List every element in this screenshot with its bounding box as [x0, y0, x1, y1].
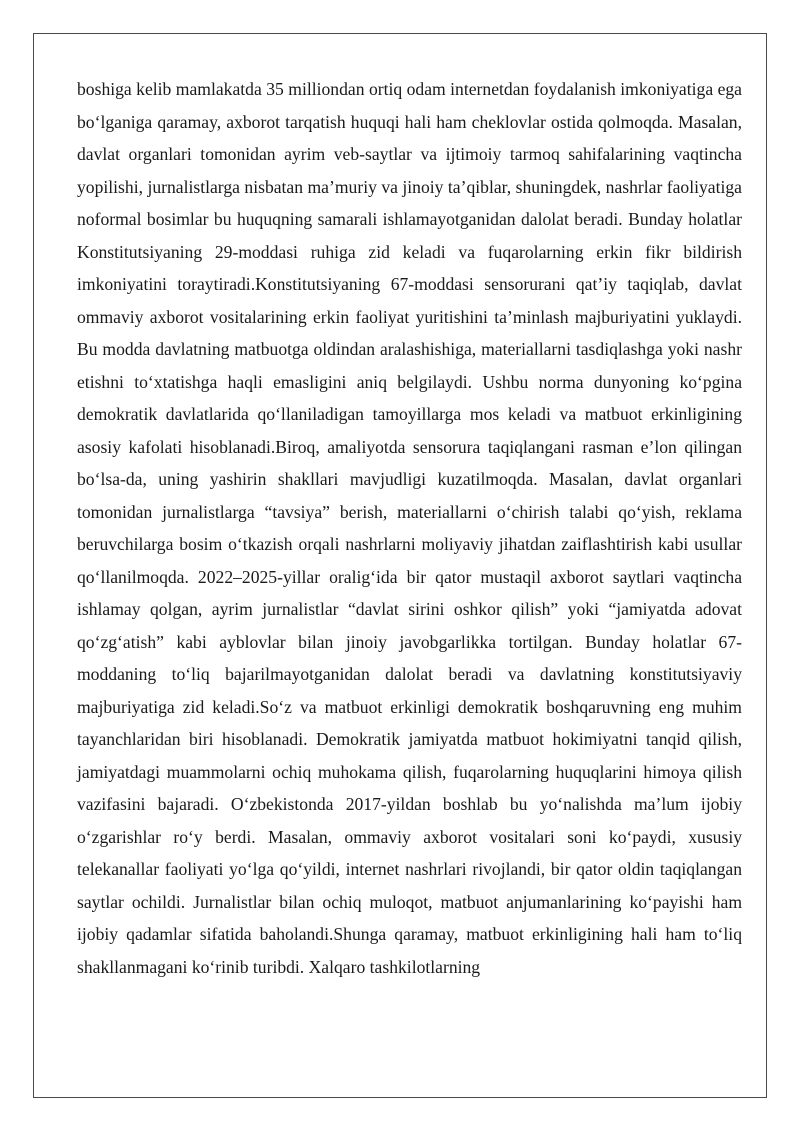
body-paragraph: boshiga kelib mamlakatda 35 milliondan ortiq odam internetdan foydalanish imkoniyatiga ega bo‘lganiga qaramay, axborot tarqatish huquqi hali ham cheklovlar ostida qolmoqda. Masalan, davlat organlari tomonidan ayrim veb-saytlar va ijtimoiy tarmoq sahifalarining vaqtincha yopilishi, jurnalistlarga nisbatan ma’muriy va jinoiy ta’qiblar, shuningdek, nashrlar faoliyatiga noformal bosimlar bu huquqning samarali ishlamayotganidan dalolat beradi. Bunday holatlar Konstitutsiyaning 29-moddasi ruhiga zid keladi va fuqarolarning erkin fikr bildirish imkoniyatini toraytiradi.Konstitutsiyaning 67-moddasi sensorurani qat’iy taqiqlab, davlat ommaviy axborot vositalarining erkin faoliyat yuritishini ta’minlash majburiyatini yuklaydi. Bu modda davlatning matbuotga oldindan aralashishiga, materiallarni tasdiqlashga yoki nashr etishni to‘xtatishga haqli emasligini aniq belgilaydi. Ushbu norma dunyoning ko‘pgina demokratik davlatlarida qo‘llaniladigan tamoyillarga mos keladi va matbuot erkinligining asosiy kafolati hisoblanadi.Biroq, amaliyotda sensorura taqiqlangani rasman e’lon qilingan bo‘lsa-da, uning yashirin shakllari mavjudligi kuzatilmoqda. Masalan, davlat organlari tomonidan jurnalistlarga “tavsiya” berish, materiallarni o‘chirish talabi qo‘yish, reklama beruvchilarga bosim o‘tkazish orqali nashrlarni moliyaviy jihatdan zaiflashtirish kabi usullar qo‘llanilmoqda. 2022–2025-yillar oralig‘ida bir qator mustaqil axborot saytlari vaqtincha ishlamay qolgan, ayrim jurnalistlar “davlat sirini oshkor qilish” yoki “jamiyatda adovat qo‘zg‘atish” kabi ayblovlar bilan jinoiy javobgarlikka tortilgan. Bunday holatlar 67-moddaning to‘liq bajarilmayotganidan dalolat beradi va davlatning konstitutsiyaviy majburiyatiga zid keladi.So‘z va matbuot erkinligi demokratik boshqaruvning eng muhim tayanchlaridan biri hisoblanadi. Demokratik jamiyatda matbuot hokimiyatni tanqid qilish, jamiyatdagi muammolarni ochiq muhokama qilish, fuqarolarning huquqlarini himoya qilish vazifasini bajaradi. O‘zbekistonda 2017-yildan boshlab bu yo‘nalishda ma’lum ijobiy o‘zgarishlar ro‘y berdi. Masalan, ommaviy axborot vositalari soni ko‘paydi, xususiy telekanallar faoliyati yo‘lga qo‘yildi, internet nashrlari rivojlandi, bir qator oldin taqiqlangan saytlar ochildi. Jurnalistlar bilan ochiq muloqot, matbuot anjumanlarining ko‘payishi ham ijobiy qadamlar sifatida baholandi.Shunga qaramay, matbuot erkinligining hali ham to‘liq shakllanmagani ko‘rinib turibdi. Xalqaro tashkilotlarning	[77, 79, 742, 977]
